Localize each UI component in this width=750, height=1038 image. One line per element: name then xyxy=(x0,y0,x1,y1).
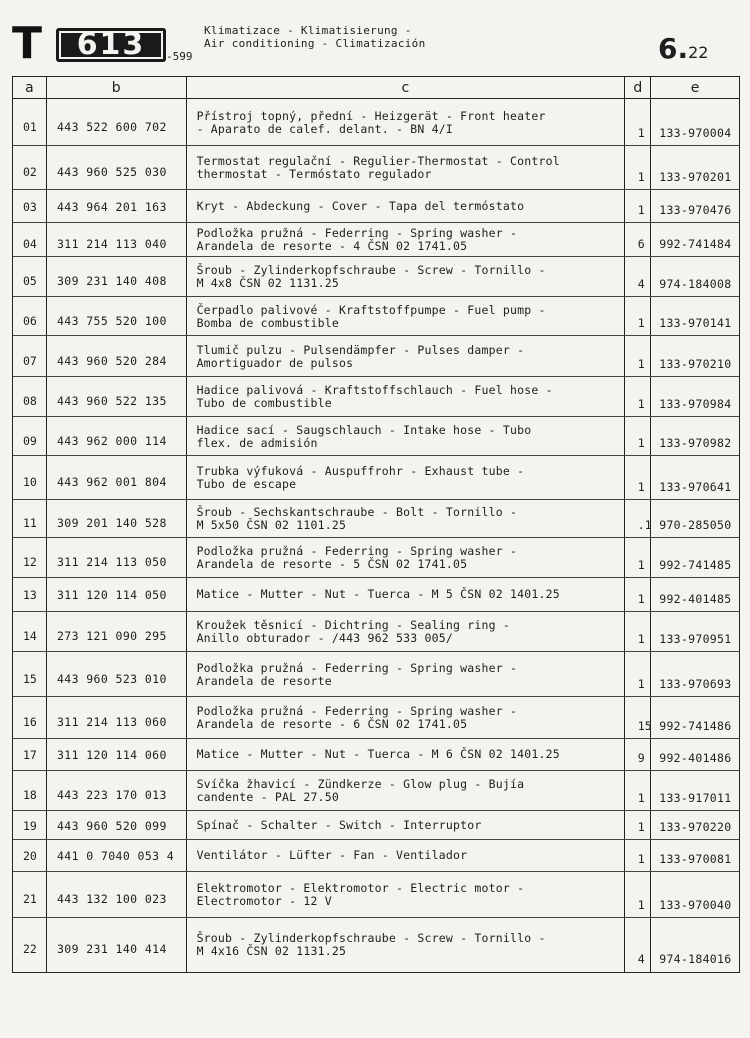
description-line: Arandela de resorte - 4 ČSN 02 1741.05 xyxy=(196,239,468,253)
description-line: Elektromotor - Elektromotor - Electric motor - xyxy=(196,881,525,895)
quantity-cell xyxy=(625,377,651,416)
position-number: 12 xyxy=(23,555,37,569)
order-number-cell xyxy=(651,99,739,145)
description-cell xyxy=(187,456,626,499)
table-row xyxy=(13,190,739,223)
order-number: 133-970210 xyxy=(659,357,732,371)
description-cell xyxy=(187,257,626,296)
logo-subtitle: -599 xyxy=(166,50,193,63)
position-number: 06 xyxy=(23,313,37,328)
part-number-cell xyxy=(47,652,187,696)
part-number-cell xyxy=(47,840,187,871)
description-line: Tlumič pulzu - Pulsendämpfer - Pulses damper - xyxy=(196,342,525,357)
column-header-a: a xyxy=(13,77,47,98)
position-number-cell xyxy=(13,697,47,738)
part-number-cell xyxy=(47,872,187,917)
part-number-cell xyxy=(47,377,187,416)
quantity-cell xyxy=(625,190,651,222)
position-number-cell xyxy=(13,652,47,696)
part-number: 309 231 140 414 xyxy=(56,942,167,956)
position-number-cell xyxy=(13,146,47,189)
position-number: 03 xyxy=(23,199,37,214)
column-header-e: e xyxy=(690,80,700,96)
position-number: 01 xyxy=(23,119,37,134)
quantity: 6 xyxy=(637,237,645,251)
part-number-cell xyxy=(47,336,187,376)
description-cell xyxy=(187,336,626,376)
quantity: 1 xyxy=(637,791,645,805)
quantity-cell xyxy=(625,99,651,145)
description-line: Kryt - Abdeckung - Cover - Tapa del termóstato xyxy=(196,198,525,213)
part-number: 441 0 7040 053 4 xyxy=(56,849,175,863)
logo-letter: T xyxy=(12,18,43,69)
quantity-cell xyxy=(625,840,651,871)
part-number-cell xyxy=(47,771,187,810)
description-line: Podložka pružná - Federring - Spring washer - xyxy=(196,544,518,558)
description-line: Termostat regulační - Regulier-Thermostat - Control xyxy=(196,154,560,168)
position-number: 22 xyxy=(23,942,37,956)
quantity: 1 xyxy=(637,436,645,450)
table-row xyxy=(13,840,739,872)
description-line: Spínač - Schalter - Switch - Interruptor xyxy=(196,817,482,832)
description-line: Ventilátor - Lüfter - Fan - Ventilador xyxy=(196,848,468,862)
quantity-cell xyxy=(625,500,651,537)
part-number-cell xyxy=(47,918,187,972)
table-row xyxy=(13,99,739,146)
part-number: 443 522 600 702 xyxy=(56,119,167,134)
description-line: Amortiguador de pulsos xyxy=(196,355,354,370)
position-number: 19 xyxy=(23,818,37,833)
description-line: Podložka pružná - Federring - Spring washer - xyxy=(196,704,518,718)
part-number-cell xyxy=(47,811,187,839)
order-number-cell xyxy=(651,872,739,917)
quantity-cell xyxy=(625,223,651,256)
description-line: Matice - Mutter - Nut - Tuerca - M 5 ČSN 02 1401.25 xyxy=(196,587,560,601)
part-number: 443 962 001 804 xyxy=(56,475,167,489)
description-line: Šroub - Sechskantschraube - Bolt - Tornillo - xyxy=(196,505,518,519)
quantity: 1 xyxy=(637,170,645,184)
description-line: Šroub - Zylinderkopfschraube - Screw - Tornillo - xyxy=(196,263,546,277)
description-cell xyxy=(187,697,626,738)
quantity: 4 xyxy=(637,952,645,966)
order-number: 974-184016 xyxy=(659,952,732,966)
description-line: Tubo de escape xyxy=(196,477,297,491)
part-number-cell xyxy=(47,297,187,335)
table-row xyxy=(13,377,739,417)
order-number-cell xyxy=(651,538,739,577)
part-number: 443 960 525 030 xyxy=(56,165,167,179)
parts-table xyxy=(12,76,740,973)
quantity: 1 xyxy=(637,632,645,646)
order-number: 992-741485 xyxy=(659,558,732,572)
order-number-cell xyxy=(651,739,739,770)
description-cell xyxy=(187,612,626,651)
page-number xyxy=(658,32,708,65)
part-number: 311 214 113 040 xyxy=(56,237,167,251)
logo-model: 613 xyxy=(56,28,166,62)
column-header-d: d xyxy=(625,77,651,98)
position-number: 09 xyxy=(23,433,37,448)
description-cell xyxy=(187,99,626,145)
order-number-cell xyxy=(651,500,739,537)
part-number-cell xyxy=(47,739,187,770)
quantity-cell xyxy=(625,456,651,499)
description-line: M 4x16 ČSN 02 1131.25 xyxy=(196,944,347,958)
order-number-cell xyxy=(651,918,739,972)
order-number: 133-970220 xyxy=(659,820,732,834)
position-number: 07 xyxy=(23,353,37,368)
position-number: 10 xyxy=(23,475,37,489)
description-line: Podložka pružná - Federring - Spring washer - xyxy=(196,660,518,675)
quantity-cell xyxy=(625,739,651,770)
page-number-main: 6. xyxy=(658,32,689,65)
part-number-cell xyxy=(47,538,187,577)
position-number: 02 xyxy=(23,165,37,179)
position-number: 20 xyxy=(23,849,37,863)
table-row xyxy=(13,336,739,377)
position-number-cell xyxy=(13,739,47,770)
description-line: Kroužek těsnicí - Dichtring - Sealing ring - xyxy=(196,618,511,632)
part-number: 311 214 113 060 xyxy=(56,715,167,729)
column-header-c: c xyxy=(187,77,626,98)
position-number-cell xyxy=(13,336,47,376)
position-number: 14 xyxy=(23,629,37,643)
order-number-cell xyxy=(651,697,739,738)
quantity: 1 xyxy=(637,357,645,371)
quantity-cell xyxy=(625,652,651,696)
quantity: 1 xyxy=(637,126,645,140)
description-cell xyxy=(187,811,626,839)
order-number-cell xyxy=(651,652,739,696)
quantity-cell xyxy=(625,918,651,972)
quantity-cell xyxy=(625,538,651,577)
order-number: 133-970693 xyxy=(659,677,732,691)
position-number: 05 xyxy=(23,274,37,288)
description-line: Tubo de combustible xyxy=(196,396,332,410)
position-number: 11 xyxy=(23,516,37,530)
description-line: Přístroj topný, přední - Heizgerät - Front heater xyxy=(196,108,546,123)
position-number-cell xyxy=(13,417,47,455)
order-number: 133-970201 xyxy=(659,170,732,184)
position-number-cell xyxy=(13,297,47,335)
description-cell xyxy=(187,840,626,871)
description-cell xyxy=(187,223,626,256)
position-number-cell xyxy=(13,840,47,871)
quantity: 4 xyxy=(637,277,645,291)
order-number: 133-970141 xyxy=(659,316,732,330)
description-line: Svíčka žhavicí - Zündkerze - Glow plug - Bujía xyxy=(196,777,525,791)
description-cell xyxy=(187,297,626,335)
quantity-cell xyxy=(625,578,651,611)
table-row xyxy=(13,417,739,456)
description-line: Podložka pružná - Federring - Spring washer - xyxy=(196,226,518,240)
table-row xyxy=(13,771,739,811)
order-number: 133-970476 xyxy=(659,203,732,217)
page-header xyxy=(8,10,742,70)
order-number: 133-917011 xyxy=(659,791,732,805)
part-number: 443 960 520 099 xyxy=(56,818,167,833)
part-number-cell xyxy=(47,417,187,455)
parts-catalog-page xyxy=(8,10,742,1034)
table-row xyxy=(13,811,739,840)
position-number: 16 xyxy=(23,715,37,729)
description-line: candente - PAL 27.50 xyxy=(196,790,340,804)
position-number-cell xyxy=(13,538,47,577)
quantity-cell xyxy=(625,811,651,839)
position-number-cell xyxy=(13,578,47,611)
quantity-cell xyxy=(625,771,651,810)
table-row xyxy=(13,223,739,257)
part-number-cell xyxy=(47,456,187,499)
column-header-b: b xyxy=(47,77,187,98)
description-cell xyxy=(187,578,626,611)
order-number-cell xyxy=(651,146,739,189)
quantity-cell xyxy=(625,297,651,335)
part-number: 443 223 170 013 xyxy=(56,788,167,802)
part-number: 309 201 140 528 xyxy=(56,516,167,530)
description-cell xyxy=(187,538,626,577)
description-line: M 5x50 ČSN 02 1101.25 xyxy=(196,518,347,532)
part-number: 443 960 520 284 xyxy=(56,353,167,368)
order-number: 133-970982 xyxy=(659,436,732,450)
description-line: M 4x8 ČSN 02 1131.25 xyxy=(196,276,340,290)
order-number: 133-970641 xyxy=(659,480,732,494)
position-number-cell xyxy=(13,811,47,839)
order-number: 992-741486 xyxy=(659,719,732,733)
position-number-cell xyxy=(13,771,47,810)
description-cell xyxy=(187,872,626,917)
part-number: 311 120 114 060 xyxy=(56,748,167,762)
quantity: 1 xyxy=(637,592,645,606)
description-line: Arandela de resorte - 5 ČSN 02 1741.05 xyxy=(196,557,468,571)
quantity: 1 xyxy=(637,898,645,912)
table-row xyxy=(13,739,739,771)
table-row xyxy=(13,257,739,297)
quantity-cell xyxy=(625,417,651,455)
order-number-cell xyxy=(651,840,739,871)
position-number: 04 xyxy=(23,237,37,251)
table-row xyxy=(13,918,739,972)
part-number-cell xyxy=(47,578,187,611)
order-number: 133-970040 xyxy=(659,898,732,912)
table-row xyxy=(13,652,739,697)
order-number: 992-401485 xyxy=(659,592,732,606)
order-number: 992-741484 xyxy=(659,237,732,251)
description-line: Arandela de resorte xyxy=(196,673,332,688)
part-number: 443 962 000 114 xyxy=(56,433,167,448)
quantity-cell xyxy=(625,697,651,738)
quantity: 1 xyxy=(637,558,645,572)
order-number-cell xyxy=(651,811,739,839)
order-number-cell xyxy=(651,257,739,296)
position-number: 17 xyxy=(23,748,37,762)
table-row xyxy=(13,697,739,739)
description-line: Hadice palivová - Kraftstoffschlauch - Fuel hose - xyxy=(196,383,553,397)
table-row xyxy=(13,612,739,652)
description-cell xyxy=(187,652,626,696)
part-number-cell xyxy=(47,99,187,145)
page-number-sub: 22 xyxy=(688,43,709,62)
part-number-cell xyxy=(47,146,187,189)
description-line: thermostat - Termóstato regulador xyxy=(196,167,432,181)
order-number-cell xyxy=(651,190,739,222)
position-number-cell xyxy=(13,500,47,537)
part-number-cell xyxy=(47,190,187,222)
table-row xyxy=(13,500,739,538)
table-header xyxy=(13,77,739,99)
order-number-cell xyxy=(651,336,739,376)
description-cell xyxy=(187,739,626,770)
order-number-cell xyxy=(651,771,739,810)
part-number: 309 231 140 408 xyxy=(56,274,167,288)
part-number: 443 960 523 010 xyxy=(56,671,167,686)
position-number: 18 xyxy=(23,788,37,802)
description-line: - Aparato de calef. delant. - BN 4/I xyxy=(196,121,454,136)
part-number: 443 132 100 023 xyxy=(56,892,167,906)
part-number-cell xyxy=(47,223,187,256)
description-line: Trubka výfuková - Auspuffrohr - Exhaust tube - xyxy=(196,464,525,478)
section-title-line1: Klimatizace - Klimatisierung - xyxy=(204,24,412,37)
part-number-cell xyxy=(47,500,187,537)
quantity: 9 xyxy=(637,751,645,765)
part-number: 311 214 113 050 xyxy=(56,555,167,569)
description-line: Matice - Mutter - Nut - Tuerca - M 6 ČSN 02 1401.25 xyxy=(196,747,560,761)
order-number: 970-285050 xyxy=(659,518,732,532)
quantity: 1 xyxy=(637,397,645,411)
description-line: Bomba de combustible xyxy=(196,315,340,330)
order-number-cell xyxy=(651,456,739,499)
quantity: 1 xyxy=(637,203,645,217)
position-number-cell xyxy=(13,190,47,222)
table-row xyxy=(13,538,739,578)
description-cell xyxy=(187,918,626,972)
quantity: 1 xyxy=(637,852,645,866)
position-number: 13 xyxy=(23,588,37,602)
table-row xyxy=(13,456,739,500)
order-number: 133-970004 xyxy=(659,126,732,140)
order-number-cell xyxy=(651,377,739,416)
description-cell xyxy=(187,771,626,810)
order-number: 992-401486 xyxy=(659,751,732,765)
position-number-cell xyxy=(13,456,47,499)
quantity: 1 xyxy=(637,677,645,691)
description-line: flex. de admisión xyxy=(196,435,318,450)
quantity: 1 xyxy=(637,820,645,834)
description-line: Electromotor - 12 V xyxy=(196,894,332,908)
quantity-cell xyxy=(625,612,651,651)
position-number-cell xyxy=(13,99,47,145)
order-number-cell xyxy=(651,578,739,611)
quantity-cell xyxy=(625,146,651,189)
description-cell xyxy=(187,500,626,537)
position-number: 15 xyxy=(23,671,37,686)
quantity-cell xyxy=(625,872,651,917)
description-line: Arandela de resorte - 6 ČSN 02 1741.05 xyxy=(196,717,468,731)
position-number-cell xyxy=(13,257,47,296)
position-number: 08 xyxy=(23,394,37,408)
description-cell xyxy=(187,377,626,416)
table-row xyxy=(13,146,739,190)
part-number-cell xyxy=(47,257,187,296)
table-row xyxy=(13,872,739,918)
quantity: 1 xyxy=(637,480,645,494)
position-number-cell xyxy=(13,872,47,917)
description-cell xyxy=(187,190,626,222)
quantity-cell xyxy=(625,336,651,376)
section-title xyxy=(204,24,426,50)
order-number-cell xyxy=(651,417,739,455)
description-cell xyxy=(187,417,626,455)
section-title-line2: Air conditioning - Climatización xyxy=(204,37,426,50)
table-row xyxy=(13,297,739,336)
description-line: Anillo obturador - /443 962 533 005/ xyxy=(196,631,454,645)
part-number: 273 121 090 295 xyxy=(56,629,167,643)
position-number-cell xyxy=(13,223,47,256)
description-line: Šroub - Zylinderkopfschraube - Screw - Tornillo - xyxy=(196,931,546,945)
quantity: 15 xyxy=(637,719,652,733)
quantity: 1 xyxy=(637,316,645,330)
description-line: Hadice sací - Saugschlauch - Intake hose - Tubo xyxy=(196,422,532,437)
position-number-cell xyxy=(13,918,47,972)
position-number-cell xyxy=(13,377,47,416)
order-number: 133-970984 xyxy=(659,397,732,411)
description-line: Čerpadlo palivové - Kraftstoffpumpe - Fuel pump - xyxy=(196,302,546,317)
order-number-cell xyxy=(651,223,739,256)
part-number-cell xyxy=(47,697,187,738)
position-number: 21 xyxy=(23,892,37,906)
quantity: .1 xyxy=(637,518,652,532)
order-number: 133-970951 xyxy=(659,632,732,646)
position-number-cell xyxy=(13,612,47,651)
table-body xyxy=(13,99,739,972)
part-number: 443 755 520 100 xyxy=(56,313,167,328)
table-row xyxy=(13,578,739,612)
order-number: 133-970081 xyxy=(659,852,732,866)
part-number: 311 120 114 050 xyxy=(56,588,167,602)
description-cell xyxy=(187,146,626,189)
order-number-cell xyxy=(651,297,739,335)
order-number: 974-184008 xyxy=(659,277,732,291)
part-number: 443 960 522 135 xyxy=(56,394,167,408)
order-number-cell xyxy=(651,612,739,651)
quantity-cell xyxy=(625,257,651,296)
part-number: 443 964 201 163 xyxy=(56,199,167,214)
part-number-cell xyxy=(47,612,187,651)
